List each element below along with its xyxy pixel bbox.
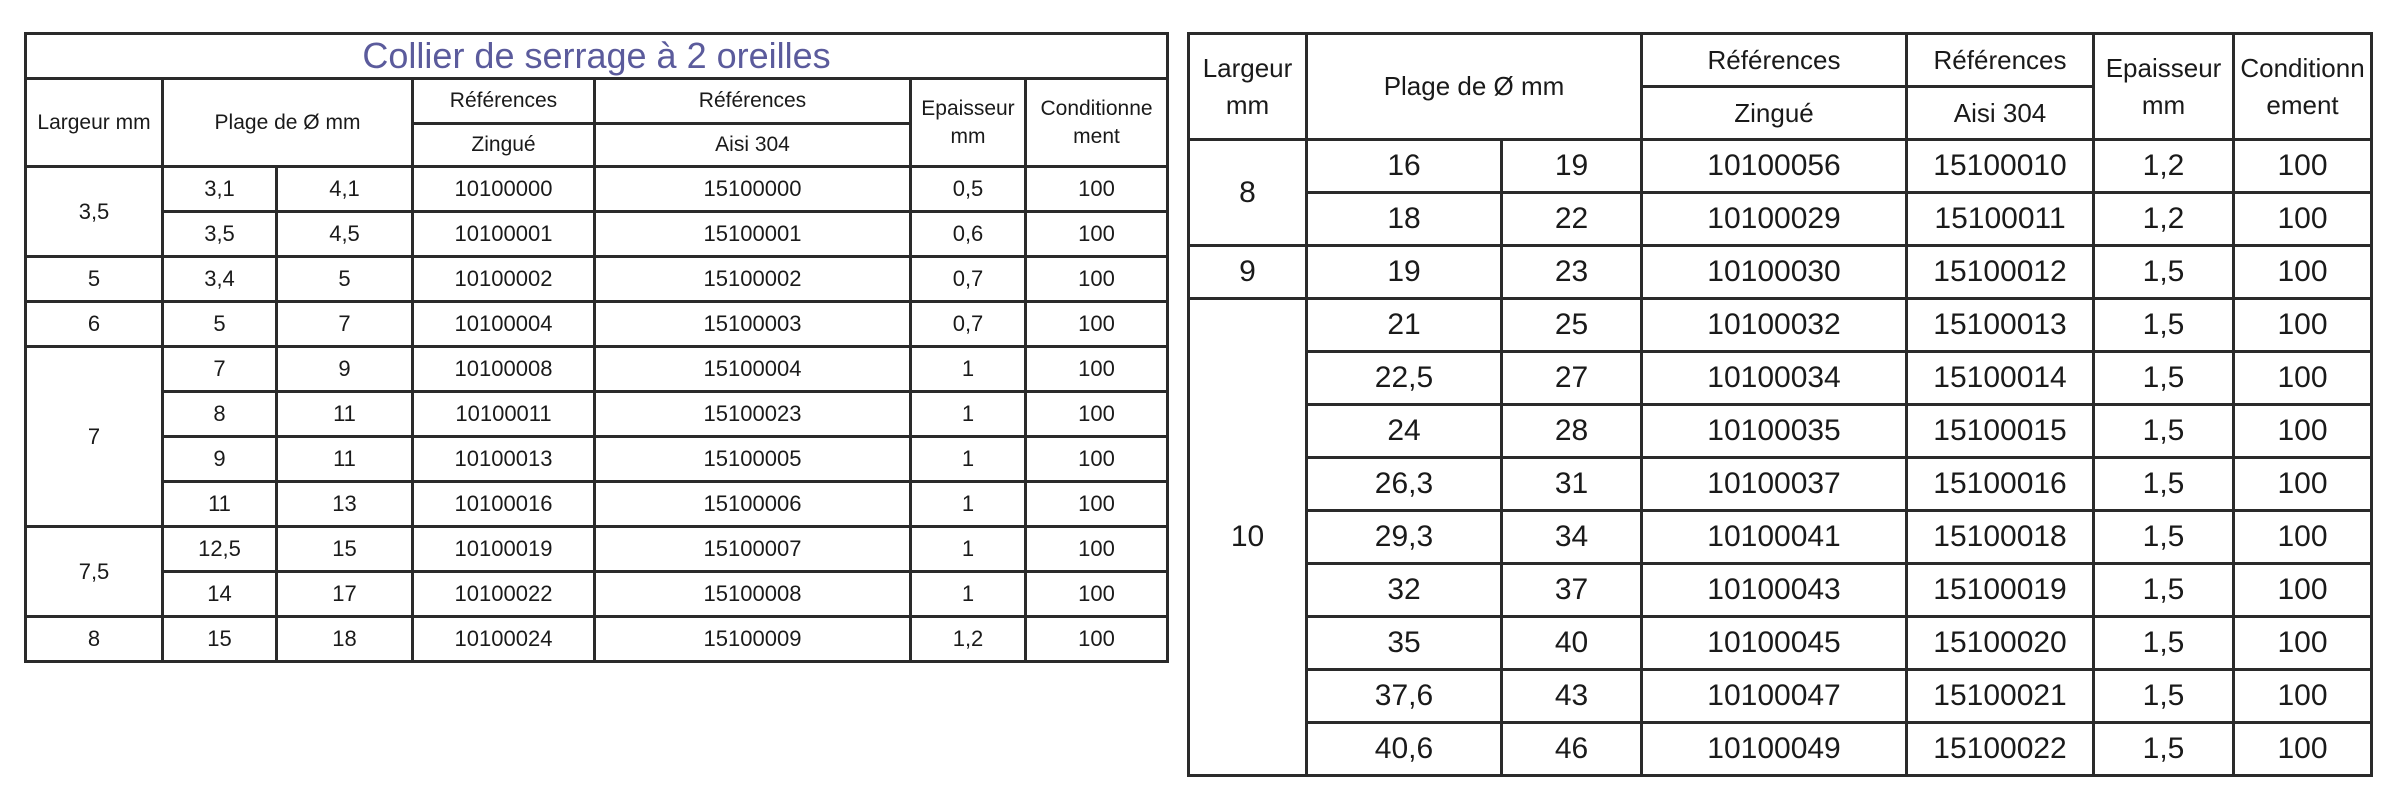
ref-zingue-cell: 10100001 (413, 212, 595, 257)
ref-zingue-cell: 10100035 (1642, 405, 1907, 458)
table-row (1189, 564, 2372, 617)
diameter-max-cell: 17 (277, 572, 413, 617)
ref-zingue-cell: 10100045 (1642, 617, 1907, 670)
conditionnement-cell: 100 (1026, 302, 1168, 347)
ref-aisi-cell: 15100004 (595, 347, 911, 392)
header-plage: Plage de Ø mm (163, 79, 413, 167)
header-aisi: Aisi 304 (1907, 87, 2094, 140)
epaisseur-cell: 1,5 (2094, 405, 2234, 458)
conditionnement-cell: 100 (2234, 458, 2372, 511)
epaisseur-cell: 1,5 (2094, 511, 2234, 564)
header-references-aisi: Références (1907, 34, 2094, 87)
epaisseur-cell: 1,5 (2094, 670, 2234, 723)
epaisseur-cell: 1 (911, 347, 1026, 392)
conditionnement-cell: 100 (1026, 572, 1168, 617)
ref-aisi-cell: 15100003 (595, 302, 911, 347)
epaisseur-cell: 0,7 (911, 302, 1026, 347)
ref-zingue-cell: 10100049 (1642, 723, 1907, 776)
conditionnement-cell: 100 (2234, 140, 2372, 193)
epaisseur-cell: 1,5 (2094, 458, 2234, 511)
epaisseur-cell: 0,5 (911, 167, 1026, 212)
ref-aisi-cell: 15100012 (1907, 246, 2094, 299)
epaisseur-cell: 1,2 (911, 617, 1026, 662)
ref-aisi-cell: 15100002 (595, 257, 911, 302)
conditionnement-cell: 100 (2234, 564, 2372, 617)
diameter-max-cell: 5 (277, 257, 413, 302)
conditionnement-cell: 100 (2234, 617, 2372, 670)
ref-zingue-cell: 10100011 (413, 392, 595, 437)
ref-aisi-cell: 15100014 (1907, 352, 2094, 405)
diameter-max-cell: 46 (1502, 723, 1642, 776)
ref-zingue-cell: 10100032 (1642, 299, 1907, 352)
table-row (26, 437, 1168, 482)
conditionnement-cell: 100 (1026, 167, 1168, 212)
diameter-min-cell: 24 (1307, 405, 1502, 458)
epaisseur-cell: 1,5 (2094, 564, 2234, 617)
diameter-max-cell: 4,1 (277, 167, 413, 212)
table-row (26, 482, 1168, 527)
header-largeur: Largeur mm (1189, 34, 1307, 140)
diameter-max-cell: 4,5 (277, 212, 413, 257)
diameter-max-cell: 13 (277, 482, 413, 527)
epaisseur-cell: 1 (911, 572, 1026, 617)
largeur-cell: 8 (1189, 140, 1307, 246)
conditionnement-cell: 100 (2234, 405, 2372, 458)
collar-table-right (1187, 32, 2373, 777)
conditionnement-cell: 100 (1026, 392, 1168, 437)
diameter-max-cell: 15 (277, 527, 413, 572)
conditionnement-cell: 100 (2234, 723, 2372, 776)
diameter-min-cell: 11 (163, 482, 277, 527)
ref-aisi-cell: 15100019 (1907, 564, 2094, 617)
diameter-max-cell: 31 (1502, 458, 1642, 511)
ref-aisi-cell: 15100023 (595, 392, 911, 437)
epaisseur-cell: 1,5 (2094, 246, 2234, 299)
ref-zingue-cell: 10100004 (413, 302, 595, 347)
diameter-max-cell: 18 (277, 617, 413, 662)
largeur-cell: 10 (1189, 299, 1307, 776)
diameter-max-cell: 40 (1502, 617, 1642, 670)
largeur-cell: 7,5 (26, 527, 163, 617)
diameter-max-cell: 23 (1502, 246, 1642, 299)
table-row (1189, 140, 2372, 193)
header-zingue: Zingué (1642, 87, 1907, 140)
diameter-min-cell: 3,1 (163, 167, 277, 212)
diameter-min-cell: 5 (163, 302, 277, 347)
diameter-min-cell: 3,4 (163, 257, 277, 302)
table-row (26, 527, 1168, 572)
table-title: Collier de serrage à 2 oreilles (26, 34, 1168, 79)
diameter-min-cell: 15 (163, 617, 277, 662)
conditionnement-cell: 100 (2234, 511, 2372, 564)
table-row (26, 572, 1168, 617)
conditionnement-cell: 100 (2234, 246, 2372, 299)
ref-aisi-cell: 15100001 (595, 212, 911, 257)
epaisseur-cell: 1,5 (2094, 352, 2234, 405)
ref-aisi-cell: 15100022 (1907, 723, 2094, 776)
table-row (26, 212, 1168, 257)
ref-zingue-cell: 10100019 (413, 527, 595, 572)
diameter-min-cell: 21 (1307, 299, 1502, 352)
header-references-aisi: Références (595, 79, 911, 124)
table-row (1189, 299, 2372, 352)
diameter-max-cell: 27 (1502, 352, 1642, 405)
diameter-max-cell: 28 (1502, 405, 1642, 458)
ref-zingue-cell: 10100022 (413, 572, 595, 617)
diameter-min-cell: 22,5 (1307, 352, 1502, 405)
table-row (26, 257, 1168, 302)
diameter-max-cell: 9 (277, 347, 413, 392)
ref-aisi-cell: 15100021 (1907, 670, 2094, 723)
table-row (1189, 511, 2372, 564)
collar-table-left (24, 32, 1169, 663)
ref-zingue-cell: 10100030 (1642, 246, 1907, 299)
largeur-cell: 8 (26, 617, 163, 662)
diameter-min-cell: 8 (163, 392, 277, 437)
diameter-max-cell: 37 (1502, 564, 1642, 617)
table-row (1189, 193, 2372, 246)
epaisseur-cell: 0,7 (911, 257, 1026, 302)
epaisseur-cell: 1,5 (2094, 723, 2234, 776)
ref-zingue-cell: 10100024 (413, 617, 595, 662)
table-row (1189, 617, 2372, 670)
table-body (26, 167, 1168, 662)
diameter-max-cell: 22 (1502, 193, 1642, 246)
ref-zingue-cell: 10100043 (1642, 564, 1907, 617)
ref-zingue-cell: 10100034 (1642, 352, 1907, 405)
ref-zingue-cell: 10100000 (413, 167, 595, 212)
table-row (1189, 723, 2372, 776)
ref-aisi-cell: 15100005 (595, 437, 911, 482)
epaisseur-cell: 1,2 (2094, 193, 2234, 246)
conditionnement-cell: 100 (1026, 257, 1168, 302)
header-plage: Plage de Ø mm (1307, 34, 1642, 140)
ref-aisi-cell: 15100020 (1907, 617, 2094, 670)
epaisseur-cell: 1,5 (2094, 299, 2234, 352)
diameter-min-cell: 35 (1307, 617, 1502, 670)
header-conditionnement: Conditionn ement (2234, 34, 2372, 140)
ref-zingue-cell: 10100013 (413, 437, 595, 482)
diameter-min-cell: 16 (1307, 140, 1502, 193)
ref-zingue-cell: 10100008 (413, 347, 595, 392)
diameter-max-cell: 11 (277, 437, 413, 482)
diameter-min-cell: 12,5 (163, 527, 277, 572)
epaisseur-cell: 1 (911, 437, 1026, 482)
diameter-max-cell: 7 (277, 302, 413, 347)
largeur-cell: 3,5 (26, 167, 163, 257)
diameter-max-cell: 25 (1502, 299, 1642, 352)
diameter-min-cell: 26,3 (1307, 458, 1502, 511)
header-conditionnement: Conditionne ment (1026, 79, 1168, 167)
conditionnement-cell: 100 (1026, 482, 1168, 527)
table-row (26, 392, 1168, 437)
ref-aisi-cell: 15100018 (1907, 511, 2094, 564)
table-row (26, 302, 1168, 347)
conditionnement-cell: 100 (2234, 670, 2372, 723)
epaisseur-cell: 1,2 (2094, 140, 2234, 193)
table-row (1189, 405, 2372, 458)
largeur-cell: 9 (1189, 246, 1307, 299)
ref-aisi-cell: 15100016 (1907, 458, 2094, 511)
ref-aisi-cell: 15100006 (595, 482, 911, 527)
largeur-cell: 5 (26, 257, 163, 302)
header-references-zingue: Références (413, 79, 595, 124)
ref-zingue-cell: 10100047 (1642, 670, 1907, 723)
table-row (1189, 670, 2372, 723)
diameter-min-cell: 3,5 (163, 212, 277, 257)
conditionnement-cell: 100 (1026, 212, 1168, 257)
ref-aisi-cell: 15100011 (1907, 193, 2094, 246)
conditionnement-cell: 100 (2234, 352, 2372, 405)
header-zingue: Zingué (413, 124, 595, 167)
ref-zingue-cell: 10100037 (1642, 458, 1907, 511)
header-epaisseur: Epaisseur mm (911, 79, 1026, 167)
epaisseur-cell: 1,5 (2094, 617, 2234, 670)
diameter-min-cell: 37,6 (1307, 670, 1502, 723)
diameter-min-cell: 29,3 (1307, 511, 1502, 564)
ref-zingue-cell: 10100041 (1642, 511, 1907, 564)
conditionnement-cell: 100 (1026, 527, 1168, 572)
epaisseur-cell: 1 (911, 527, 1026, 572)
largeur-cell: 7 (26, 347, 163, 527)
conditionnement-cell: 100 (1026, 437, 1168, 482)
ref-zingue-cell: 10100002 (413, 257, 595, 302)
diameter-min-cell: 14 (163, 572, 277, 617)
header-references-zingue: Références (1642, 34, 1907, 87)
diameter-max-cell: 34 (1502, 511, 1642, 564)
conditionnement-cell: 100 (2234, 193, 2372, 246)
ref-aisi-cell: 15100008 (595, 572, 911, 617)
ref-zingue-cell: 10100056 (1642, 140, 1907, 193)
diameter-max-cell: 43 (1502, 670, 1642, 723)
diameter-max-cell: 11 (277, 392, 413, 437)
epaisseur-cell: 1 (911, 482, 1026, 527)
conditionnement-cell: 100 (2234, 299, 2372, 352)
ref-aisi-cell: 15100007 (595, 527, 911, 572)
diameter-min-cell: 19 (1307, 246, 1502, 299)
diameter-min-cell: 18 (1307, 193, 1502, 246)
diameter-max-cell: 19 (1502, 140, 1642, 193)
table-row (1189, 352, 2372, 405)
table-body (1189, 140, 2372, 776)
table-row (1189, 246, 2372, 299)
ref-zingue-cell: 10100016 (413, 482, 595, 527)
table-row (26, 347, 1168, 392)
conditionnement-cell: 100 (1026, 347, 1168, 392)
header-largeur: Largeur mm (26, 79, 163, 167)
ref-aisi-cell: 15100010 (1907, 140, 2094, 193)
ref-aisi-cell: 15100013 (1907, 299, 2094, 352)
header-aisi: Aisi 304 (595, 124, 911, 167)
epaisseur-cell: 1 (911, 392, 1026, 437)
ref-aisi-cell: 15100009 (595, 617, 911, 662)
largeur-cell: 6 (26, 302, 163, 347)
ref-zingue-cell: 10100029 (1642, 193, 1907, 246)
table-row (26, 617, 1168, 662)
header-epaisseur: Epaisseur mm (2094, 34, 2234, 140)
table-row (1189, 458, 2372, 511)
epaisseur-cell: 0,6 (911, 212, 1026, 257)
ref-aisi-cell: 15100015 (1907, 405, 2094, 458)
conditionnement-cell: 100 (1026, 617, 1168, 662)
ref-aisi-cell: 15100000 (595, 167, 911, 212)
diameter-min-cell: 40,6 (1307, 723, 1502, 776)
table-row (26, 167, 1168, 212)
diameter-min-cell: 9 (163, 437, 277, 482)
diameter-min-cell: 32 (1307, 564, 1502, 617)
diameter-min-cell: 7 (163, 347, 277, 392)
